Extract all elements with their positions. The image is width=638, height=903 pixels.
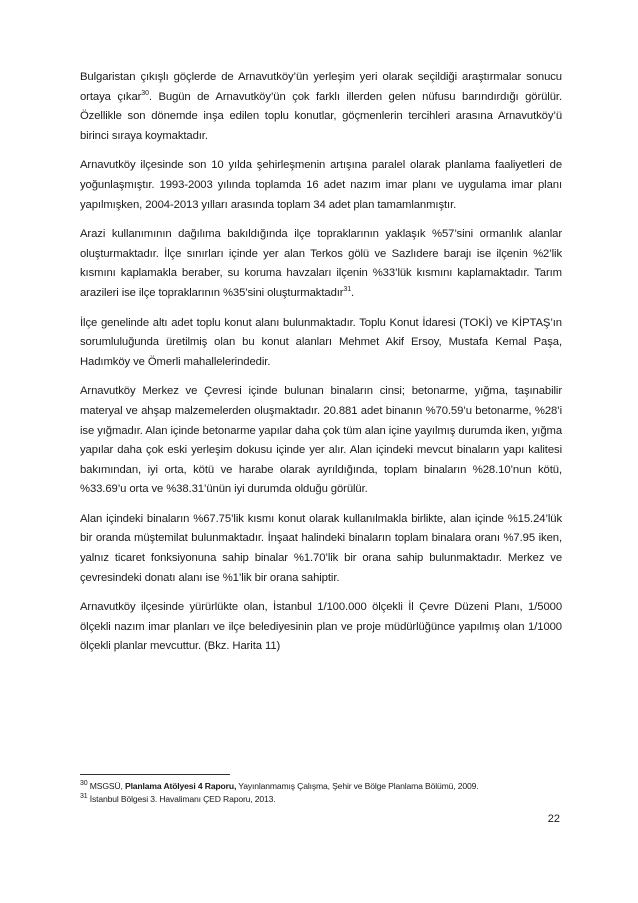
paragraph-planning: Arnavutköy ilçesinde son 10 yılda şehirleşmenin artışına paralel olarak planlama faaliyetleri de yoğunlaşmıştır. 1993-2003 yılında toplamda 16 adet nazım imar planı ve uygulama imar planı yapılmışken, 2004-2013 yılları arasında toplam 34 adet plan tamamlanmıştır.	[80, 159, 562, 211]
footnote-30	[80, 780, 562, 793]
footnote-text: MSGSÜ,	[87, 781, 125, 791]
footnote-ref-30[interactable]: 30	[141, 89, 149, 97]
footnote-number: 30	[80, 780, 88, 788]
paragraph-migration	[80, 68, 562, 146]
page-number: 22	[547, 813, 560, 825]
footnote-31	[80, 793, 562, 806]
footnotes	[80, 774, 562, 806]
footnote-text: Yayınlanmamış Çalışma, Şehir ve Bölge Planlama Bölümü, 2009.	[236, 781, 479, 791]
body-text	[80, 68, 562, 667]
footnote-number: 31	[80, 793, 88, 801]
footnote-divider	[80, 774, 230, 775]
paragraph-text: Arazi kullanımının dağılıma bakıldığında ilçe topraklarının yaklaşık %57’sini ormanlık alanlar oluşturmaktadır. İlçe sınırları içinde yer alan Terkos gölü ve Sazlıdere barajı ise ilçenin %2’lik kısmını kaplamakla beraber, su koruma havzaları ilçenin %33’lük kısmını kaplamaktadır. Tarım arazileri ise ilçe topraklarının %35’sini oluşturmaktadır	[80, 228, 562, 299]
paragraph-land-use	[80, 225, 562, 303]
paragraph-housing: İlçe genelinde altı adet toplu konut alanı bulunmaktadır. Toplu Konut İdaresi (TOKİ) ve KİPTAŞ’ın sorumluluğunda üretilmiş olan bu konut alanları Mehmet Akif Ersoy, Mustafa Kemal Paşa, Hadımköy ve Ömerli mahallelerindedir.	[80, 316, 562, 368]
paragraph-building-usage: Alan içindeki binaların %67.75’lik kısmı konut olarak kullanılmakla birlikte, alan içinde %15.24’lük bir oranda müştemilat bulunmaktadır. İnşaat halindeki binaların toplam binalara oranı %7.95 iken, yalnız ticaret fonksiyonuna sahip binalar %1.70’lik bir orana sahip bulunmaktadır. Merkez ve çevresindeki donatı alanı ise %1’lik bir orana sahiptir.	[80, 512, 562, 584]
paragraph-text: . Bugün de Arnavutköy’ün çok farklı illerden gelen nüfusu barındırdığı görülür. Özellikle son dönemde inşa edilen toplu konutlar, göçmenlerin tercihleri arasına Arnavutköy’ü birinci sıraya koymaktadır.	[80, 90, 562, 142]
paragraph-text: .	[351, 286, 355, 299]
footnote-ref-31[interactable]: 31	[343, 286, 352, 294]
paragraph-building-types: Arnavutköy Merkez ve Çevresi içinde bulunan binaların cinsi; betonarme, yığma, taşınabilir materyal ve ahşap malzemelerden oluşmaktadır. 20.881 adet binanın %70.59’u betonarme, %28’i ise yığmadır. Alan içinde betonarme yapılar daha çok tüm alan içine yayılmış durumda iken, yığma yapılar daha çok eski yerleşim dokusu içinde yer alır. Alan içindeki mevcut binaların yapı kalitesi bakımından, iyi orta, kötü ve harabe olarak ayrıldığında, toplam binaların %28.10’nun kötü, %33.69’u orta ve %38.31’ünün iyi durumda olduğu görülür.	[80, 385, 562, 496]
paragraph-plans: Arnavutköy ilçesinde yürürlükte olan, İstanbul 1/100.000 ölçekli İl Çevre Düzeni Planı, 1/5000 ölçekli nazım imar planları ve ilçe belediyesinin plan ve proje müdürlüğünce yapılmış olan 1/1000 ölçekli planlar mevcuttur. (Bkz. Harita 11)	[80, 601, 562, 653]
footnote-text: İstanbul Bölgesi 3. Havalimanı ÇED Raporu, 2013.	[87, 794, 276, 804]
footnote-title: Planlama Atölyesi 4 Raporu,	[124, 781, 237, 791]
paragraph-text: Bulgaristan çıkışlı göçlerde de Arnavutköy’ün yerleşim yeri olarak seçildiği araştırmalar sonucu ortaya çıkar	[80, 71, 562, 103]
